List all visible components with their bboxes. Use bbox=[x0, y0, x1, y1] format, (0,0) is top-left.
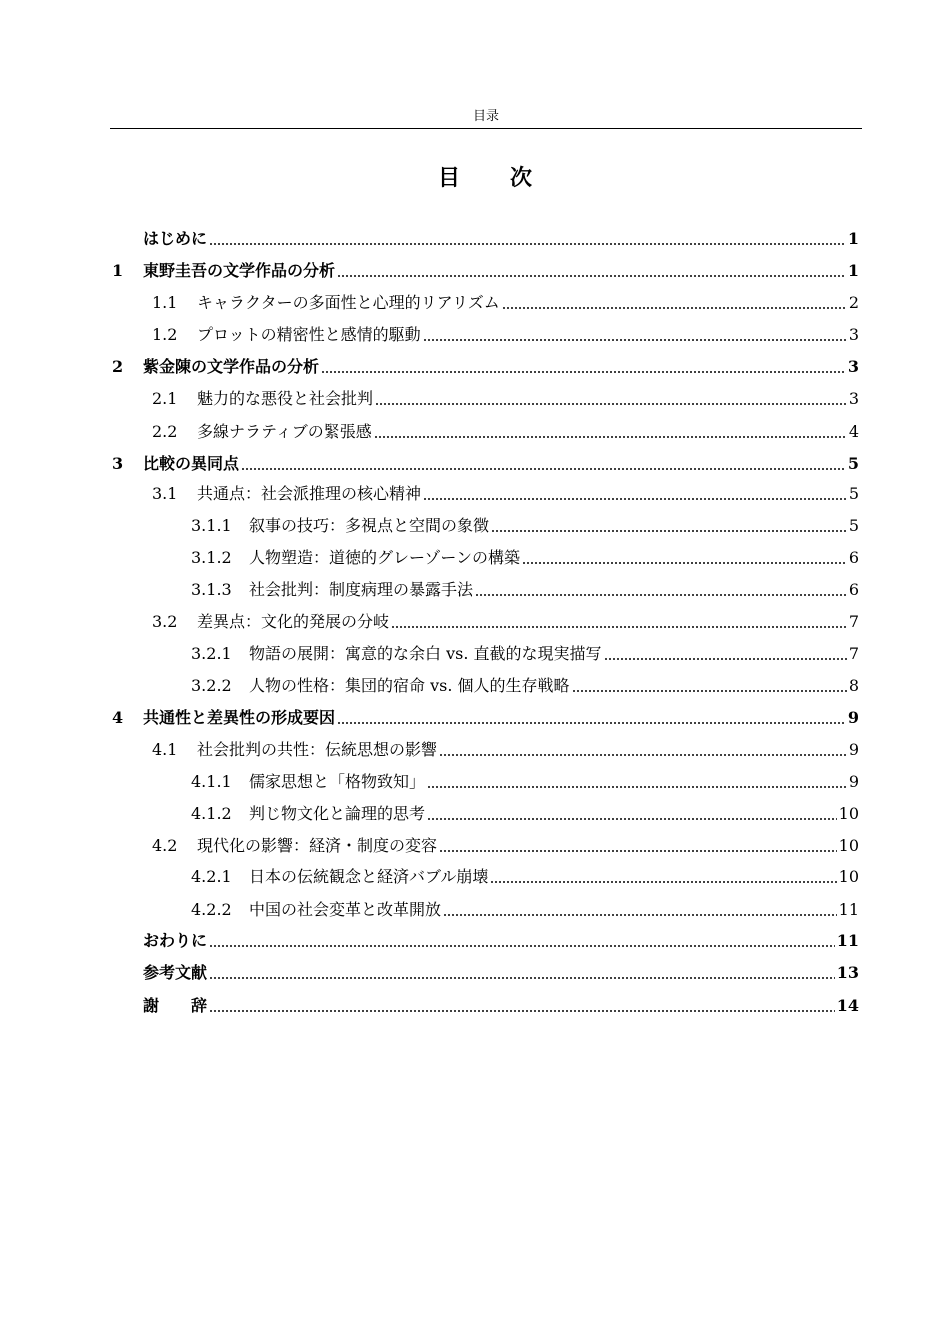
dot-leader bbox=[337, 722, 846, 724]
dot-leader bbox=[427, 786, 847, 788]
toc-entry-label: 共通点：社会派推理の核心精神 bbox=[197, 484, 422, 503]
toc-entry-number: 3.1.3 bbox=[191, 580, 232, 599]
toc-entry-page: 9 bbox=[847, 708, 859, 727]
dot-leader bbox=[209, 977, 835, 979]
toc-entry[interactable] bbox=[112, 897, 859, 921]
toc-entry-page: 6 bbox=[848, 548, 859, 567]
toc-entry-page: 5 bbox=[848, 484, 859, 503]
toc-entry[interactable] bbox=[112, 737, 859, 761]
toc-entry-number: 2.1 bbox=[152, 389, 178, 408]
toc-entry-label: 比較の異同点 bbox=[143, 454, 240, 473]
toc-entry[interactable] bbox=[112, 577, 859, 601]
toc-entry[interactable] bbox=[112, 705, 859, 729]
toc-entry[interactable] bbox=[112, 386, 859, 410]
toc-entry[interactable] bbox=[112, 609, 859, 633]
toc-entry[interactable] bbox=[112, 641, 859, 665]
dot-leader bbox=[209, 243, 846, 245]
dot-leader bbox=[475, 594, 847, 596]
toc-entry[interactable] bbox=[112, 864, 859, 888]
toc-entry-page: 5 bbox=[847, 454, 859, 473]
toc-entry-label: 中国の社会変革と改革開放 bbox=[249, 900, 442, 919]
dot-leader bbox=[391, 626, 847, 628]
toc-entry-label: プロットの精密性と感情的駆動 bbox=[197, 325, 421, 344]
toc-entry-number: 2 bbox=[112, 357, 124, 376]
toc-entry[interactable] bbox=[112, 993, 859, 1017]
dot-leader bbox=[604, 658, 847, 660]
toc-entry[interactable] bbox=[112, 354, 859, 378]
toc-entry-page: 11 bbox=[838, 900, 859, 919]
toc-entry-number: 3.2.2 bbox=[191, 676, 232, 695]
toc-entry-label: 共通性と差異性の形成要因 bbox=[143, 708, 336, 727]
toc-entry-label: 社会批判の共性：伝統思想の影響 bbox=[197, 740, 438, 759]
toc-entry-number: 4.2.1 bbox=[191, 867, 232, 886]
toc-entry-label: 社会批判：制度病理の暴露手法 bbox=[249, 580, 474, 599]
toc-entry-label: はじめに bbox=[143, 229, 208, 248]
dot-leader bbox=[427, 818, 837, 820]
toc-entry[interactable] bbox=[112, 481, 859, 505]
dot-leader bbox=[209, 1010, 835, 1012]
toc-entry-page: 7 bbox=[848, 644, 859, 663]
dot-leader bbox=[374, 436, 847, 438]
toc-entry-page: 10 bbox=[838, 867, 859, 886]
dot-leader bbox=[337, 275, 846, 277]
toc-entry-page: 9 bbox=[848, 740, 859, 759]
dot-leader bbox=[522, 562, 847, 564]
toc-entry-label: 謝 辞 bbox=[143, 996, 208, 1015]
toc-entry-number: 4 bbox=[112, 708, 124, 727]
toc-entry-page: 4 bbox=[848, 422, 859, 441]
toc-entry-page: 10 bbox=[838, 836, 859, 855]
toc-entry-label: 紫金陳の文学作品の分析 bbox=[143, 357, 320, 376]
toc-entry-page: 10 bbox=[838, 804, 859, 823]
dot-leader bbox=[443, 914, 837, 916]
toc-entry-number: 3 bbox=[112, 454, 124, 473]
toc-entry-page: 8 bbox=[848, 676, 859, 695]
dot-leader bbox=[321, 371, 846, 373]
toc-entry[interactable] bbox=[112, 451, 859, 475]
toc-entry-number: 1.1 bbox=[152, 293, 178, 312]
toc-entry[interactable] bbox=[112, 833, 859, 857]
toc-entry-number: 3.2.1 bbox=[191, 644, 232, 663]
toc-entry-label: 判じ物文化と論理的思考 bbox=[249, 804, 426, 823]
toc-entry[interactable] bbox=[112, 673, 859, 697]
dot-leader bbox=[491, 530, 847, 532]
toc-entry-number: 4.1 bbox=[152, 740, 178, 759]
toc-entry-number: 1.2 bbox=[152, 325, 178, 344]
toc-entry-label: キャラクターの多面性と心理的リアリズム bbox=[197, 293, 500, 312]
toc-entry-label: 人物の性格：集団的宿命 vs. 個人的生存戦略 bbox=[249, 676, 570, 695]
toc-entry-label: 参考文献 bbox=[143, 963, 208, 982]
dot-leader bbox=[572, 690, 847, 692]
dot-leader bbox=[423, 339, 847, 341]
toc-entry[interactable] bbox=[112, 322, 859, 346]
toc-entry-number: 4.2.2 bbox=[191, 900, 232, 919]
toc-entry-page: 3 bbox=[848, 389, 859, 408]
dot-leader bbox=[502, 307, 847, 309]
toc-entry-page: 1 bbox=[847, 229, 859, 248]
toc-entry-page: 7 bbox=[848, 612, 859, 631]
toc-entry[interactable] bbox=[112, 419, 859, 443]
toc-entry-page: 3 bbox=[847, 357, 859, 376]
toc-entry[interactable] bbox=[112, 290, 859, 314]
toc-entry-label: 魅力的な悪役と社会批判 bbox=[197, 389, 374, 408]
toc-entry-label: 物語の展開：寓意的な余白 vs. 直截的な現実描写 bbox=[249, 644, 602, 663]
toc-entry-page: 11 bbox=[836, 931, 859, 950]
toc-entry-label: 人物塑造：道徳的グレーゾーンの構築 bbox=[249, 548, 521, 567]
toc-entry-number: 1 bbox=[112, 261, 124, 280]
toc-entry-label: 現代化の影響：経済・制度の変容 bbox=[197, 836, 438, 855]
toc-entry-page: 5 bbox=[848, 516, 859, 535]
dot-leader bbox=[439, 754, 847, 756]
toc-entry[interactable] bbox=[112, 258, 859, 282]
dot-leader bbox=[490, 881, 836, 883]
toc-entry-page: 9 bbox=[848, 772, 859, 791]
toc-entry-number: 4.1.1 bbox=[191, 772, 232, 791]
toc-entry-label: 日本の伝統観念と経済バブル崩壊 bbox=[249, 867, 489, 886]
dot-leader bbox=[439, 850, 837, 852]
toc-entry-page: 6 bbox=[848, 580, 859, 599]
toc-entry-number: 4.2 bbox=[152, 836, 178, 855]
toc-entry-label: 儒家思想と「格物致知」 bbox=[249, 772, 426, 791]
toc-title: 目 次 bbox=[437, 165, 534, 191]
dot-leader bbox=[375, 403, 847, 405]
toc-entry-number: 2.2 bbox=[152, 422, 178, 441]
toc-entry[interactable] bbox=[112, 545, 859, 569]
dot-leader bbox=[209, 945, 835, 947]
toc-entry-page: 13 bbox=[836, 963, 859, 982]
toc-entry-number: 3.1.2 bbox=[191, 548, 232, 567]
toc-entry-page: 3 bbox=[848, 325, 859, 344]
toc-entry-page: 1 bbox=[847, 261, 859, 280]
toc-entry[interactable] bbox=[112, 513, 859, 537]
running-header: 目录 bbox=[472, 109, 499, 124]
toc-entry[interactable] bbox=[112, 226, 859, 250]
toc-entry-label: 叙事の技巧：多視点と空間の象徴 bbox=[249, 516, 490, 535]
toc-entry[interactable] bbox=[112, 801, 859, 825]
toc-entry[interactable] bbox=[112, 928, 859, 952]
dot-leader bbox=[241, 468, 846, 470]
dot-leader bbox=[423, 498, 847, 500]
toc-entry-label: 差異点：文化的発展の分岐 bbox=[197, 612, 390, 631]
toc-entry-number: 3.2 bbox=[152, 612, 178, 631]
toc-entry-number: 3.1.1 bbox=[191, 516, 232, 535]
toc-entry-page: 2 bbox=[848, 293, 859, 312]
toc-entry-page: 14 bbox=[836, 996, 859, 1015]
toc-entry-number: 3.1 bbox=[152, 484, 178, 503]
toc-entry-number: 4.1.2 bbox=[191, 804, 232, 823]
toc-entry-label: 多線ナラティブの緊張感 bbox=[197, 422, 372, 441]
toc-entry[interactable] bbox=[112, 960, 859, 984]
toc-entry[interactable] bbox=[112, 769, 859, 793]
toc-entry-label: 東野圭吾の文学作品の分析 bbox=[143, 261, 336, 280]
toc-entry-label: おわりに bbox=[143, 931, 208, 950]
